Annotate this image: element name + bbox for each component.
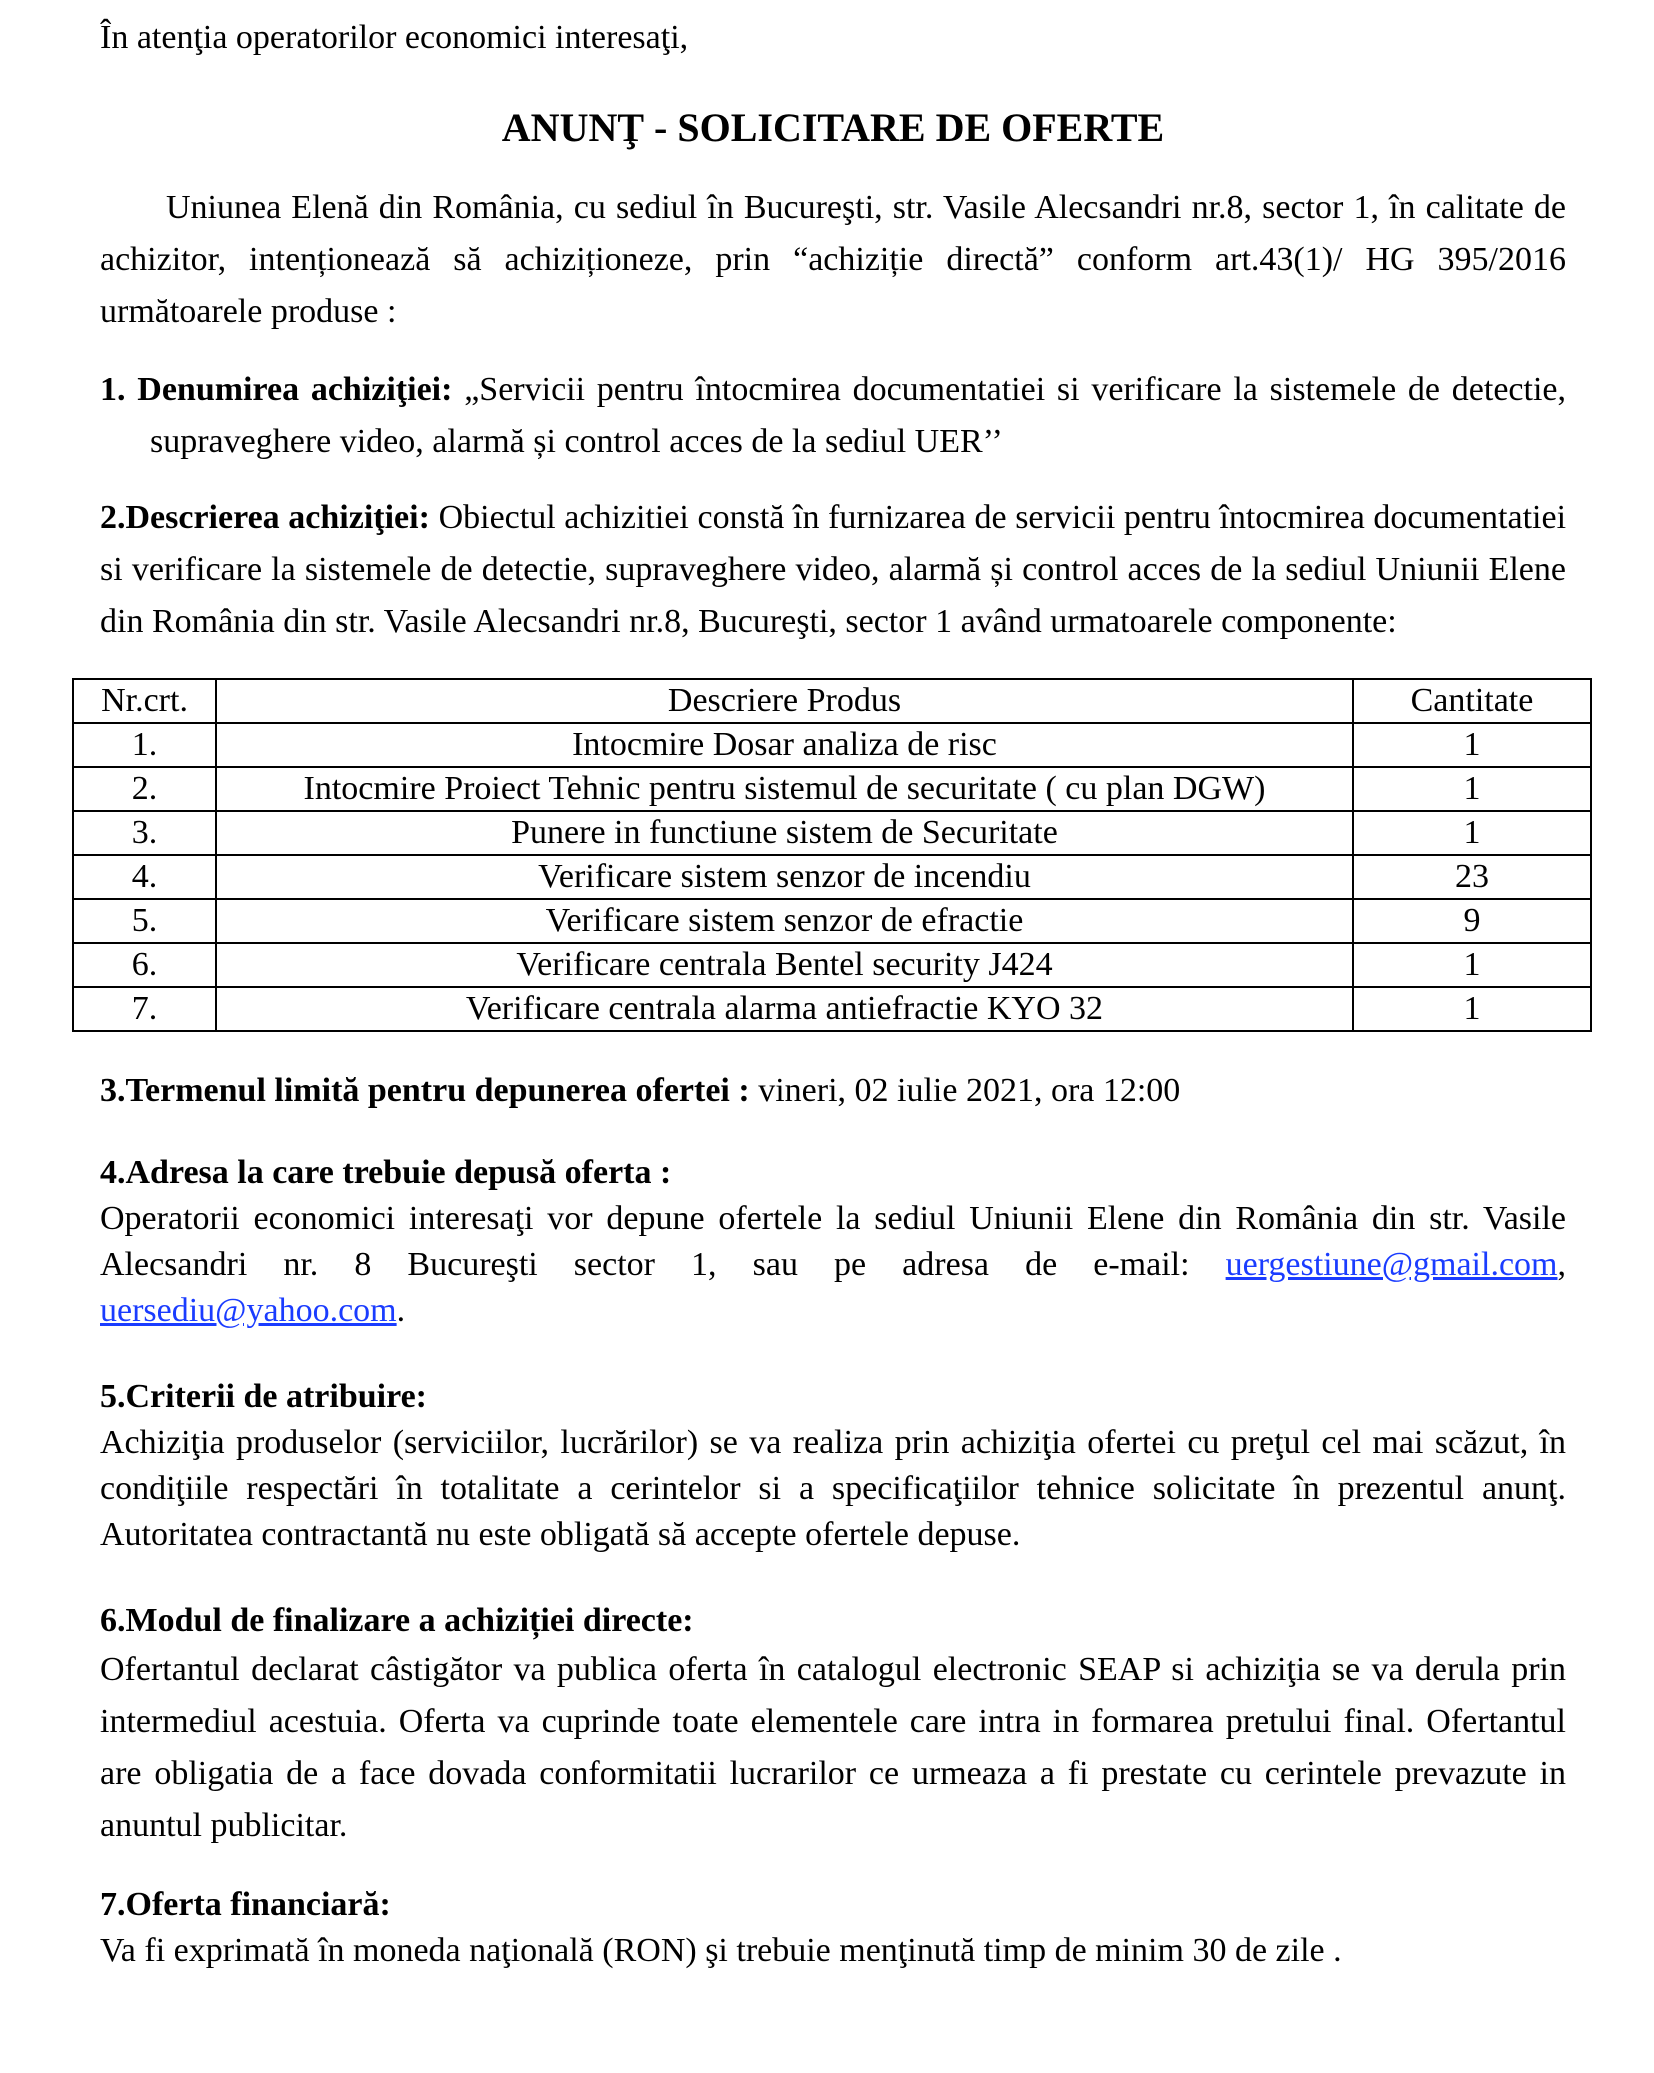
table-header-row <box>73 679 1591 723</box>
table-row <box>73 987 1591 1031</box>
email-link-uersediu[interactable]: uersediu@yahoo.com <box>100 1292 397 1329</box>
row-description: Intocmire Dosar analiza de risc <box>216 723 1353 767</box>
row-nr: 3. <box>73 811 216 855</box>
row-nr: 4. <box>73 855 216 899</box>
header-quantity: Cantitate <box>1353 679 1591 723</box>
row-quantity: 1 <box>1353 811 1591 855</box>
page-title: ANUNŢ - SOLICITARE DE OFERTE <box>501 105 1165 150</box>
document-page <box>100 10 1566 1974</box>
table-row <box>73 723 1591 767</box>
table-row <box>73 811 1591 855</box>
row-description: Verificare sistem senzor de incendiu <box>216 855 1353 899</box>
row-quantity: 1 <box>1353 767 1591 811</box>
table-row <box>73 899 1591 943</box>
section-7-body: Va fi exprimată în moneda naţională (RON) şi trebuie menţinută timp de minim 30 de zile . <box>100 1932 1342 1969</box>
row-nr: 7. <box>73 987 216 1031</box>
row-nr: 2. <box>73 767 216 811</box>
table-row <box>73 943 1591 987</box>
section-2-text: Obiectul achizitiei constă în furnizarea de servicii pentru întocmirea documentatiei si verificare la sistemele de detectie, supraveghere video, alarmă și control acces de la sediul Uniunii Elene din România din str. Vasile Alecsandri nr.8, Bucureşti, sector 1 având urmatoarele componente: <box>100 499 1567 640</box>
section-2 <box>100 492 1566 648</box>
section-6-body: Ofertantul declarat câstigător va publica oferta în catalogul electronic SEAP si achiziţia se va derula prin intermediul acestuia. Oferta va cuprinde toate elementele care intra in formarea pretului final. Ofertantul are obligatia de a face dovada conformitatii lucrarilor ce urmeaza a fi prestate cu cerintele prevazute in anuntul publicitar. <box>100 1651 1566 1844</box>
section-5-body: Achiziţia produselor (serviciilor, lucrărilor) se va realiza prin achiziţia ofertei cu preţul cel mai scăzut, în condiţiile respectări în totalitate a cerintelor si a specificaţiilor tehnice solicitate în prezentul anunţ. Autoritatea contractantă nu este obligată să accepte ofertele depuse. <box>100 1424 1566 1553</box>
row-description: Punere in functiune sistem de Securitate <box>216 811 1353 855</box>
email-separator: , <box>1557 1246 1566 1283</box>
row-quantity: 23 <box>1353 855 1591 899</box>
section-4-text: Operatorii economici interesaţi vor depune ofertele la sediul Uniunii Elene din România din str. Vasile Alecsandri nr. 8 Bucureşti sector 1, sau pe adresa de e-mail: <box>100 1200 1566 1283</box>
table-row <box>73 767 1591 811</box>
products-table <box>72 678 1592 1032</box>
section-3 <box>100 1066 1566 1116</box>
header-description: Descriere Produs <box>216 679 1353 723</box>
section-4-title: 4.Adresa la care trebuie depusă oferta : <box>100 1154 672 1191</box>
table-row <box>73 855 1591 899</box>
row-description: Verificare centrala Bentel security J424 <box>216 943 1353 987</box>
header-nr: Nr.crt. <box>73 679 216 723</box>
row-description: Intocmire Proiect Tehnic pentru sistemul de securitate ( cu plan DGW) <box>216 767 1353 811</box>
row-nr: 1. <box>73 723 216 767</box>
row-nr: 6. <box>73 943 216 987</box>
row-nr: 5. <box>73 899 216 943</box>
section-1-label: Denumirea achiziţiei: <box>137 371 453 408</box>
section-1 <box>100 364 1566 468</box>
intro-paragraph: Uniunea Elenă din România, cu sediul în Bucureşti, str. Vasile Alecsandri nr.8, sector 1, în calitate de achizitor, intenționează să achiziționeze, prin “achiziție directă” conform art.43(1)/ HG 395/2016 următoarele produse : <box>100 189 1566 330</box>
section-1-number: 1. <box>100 371 126 408</box>
section-2-label: 2.Descrierea achiziţiei: <box>100 499 430 536</box>
row-quantity: 9 <box>1353 899 1591 943</box>
row-description: Verificare sistem senzor de efractie <box>216 899 1353 943</box>
section-1-text: „Servicii pentru întocmirea documentatiei si verificare la sistemele de detectie, supraveghere video, alarmă și control acces de la sediul UER’’ <box>150 371 1566 460</box>
section-7-title: 7.Oferta financiară: <box>100 1886 391 1923</box>
section-3-label: 3.Termenul limită pentru depunerea ofertei : <box>100 1072 750 1109</box>
row-quantity: 1 <box>1353 723 1591 767</box>
row-quantity: 1 <box>1353 987 1591 1031</box>
greeting: În atenţia operatorilor economici interesaţi, <box>100 19 689 56</box>
section-3-text: vineri, 02 iulie 2021, ora 12:00 <box>749 1072 1181 1109</box>
section-6-title: 6.Modul de finalizare a achiziției directe: <box>100 1602 694 1639</box>
email-link-uergestiune[interactable]: uergestiune@gmail.com <box>1225 1246 1558 1283</box>
section-5-title: 5.Criterii de atribuire: <box>100 1378 428 1415</box>
section-4-end: . <box>396 1292 406 1329</box>
section-4-body <box>100 1196 1566 1334</box>
row-description: Verificare centrala alarma antiefractie KYO 32 <box>216 987 1353 1031</box>
row-quantity: 1 <box>1353 943 1591 987</box>
